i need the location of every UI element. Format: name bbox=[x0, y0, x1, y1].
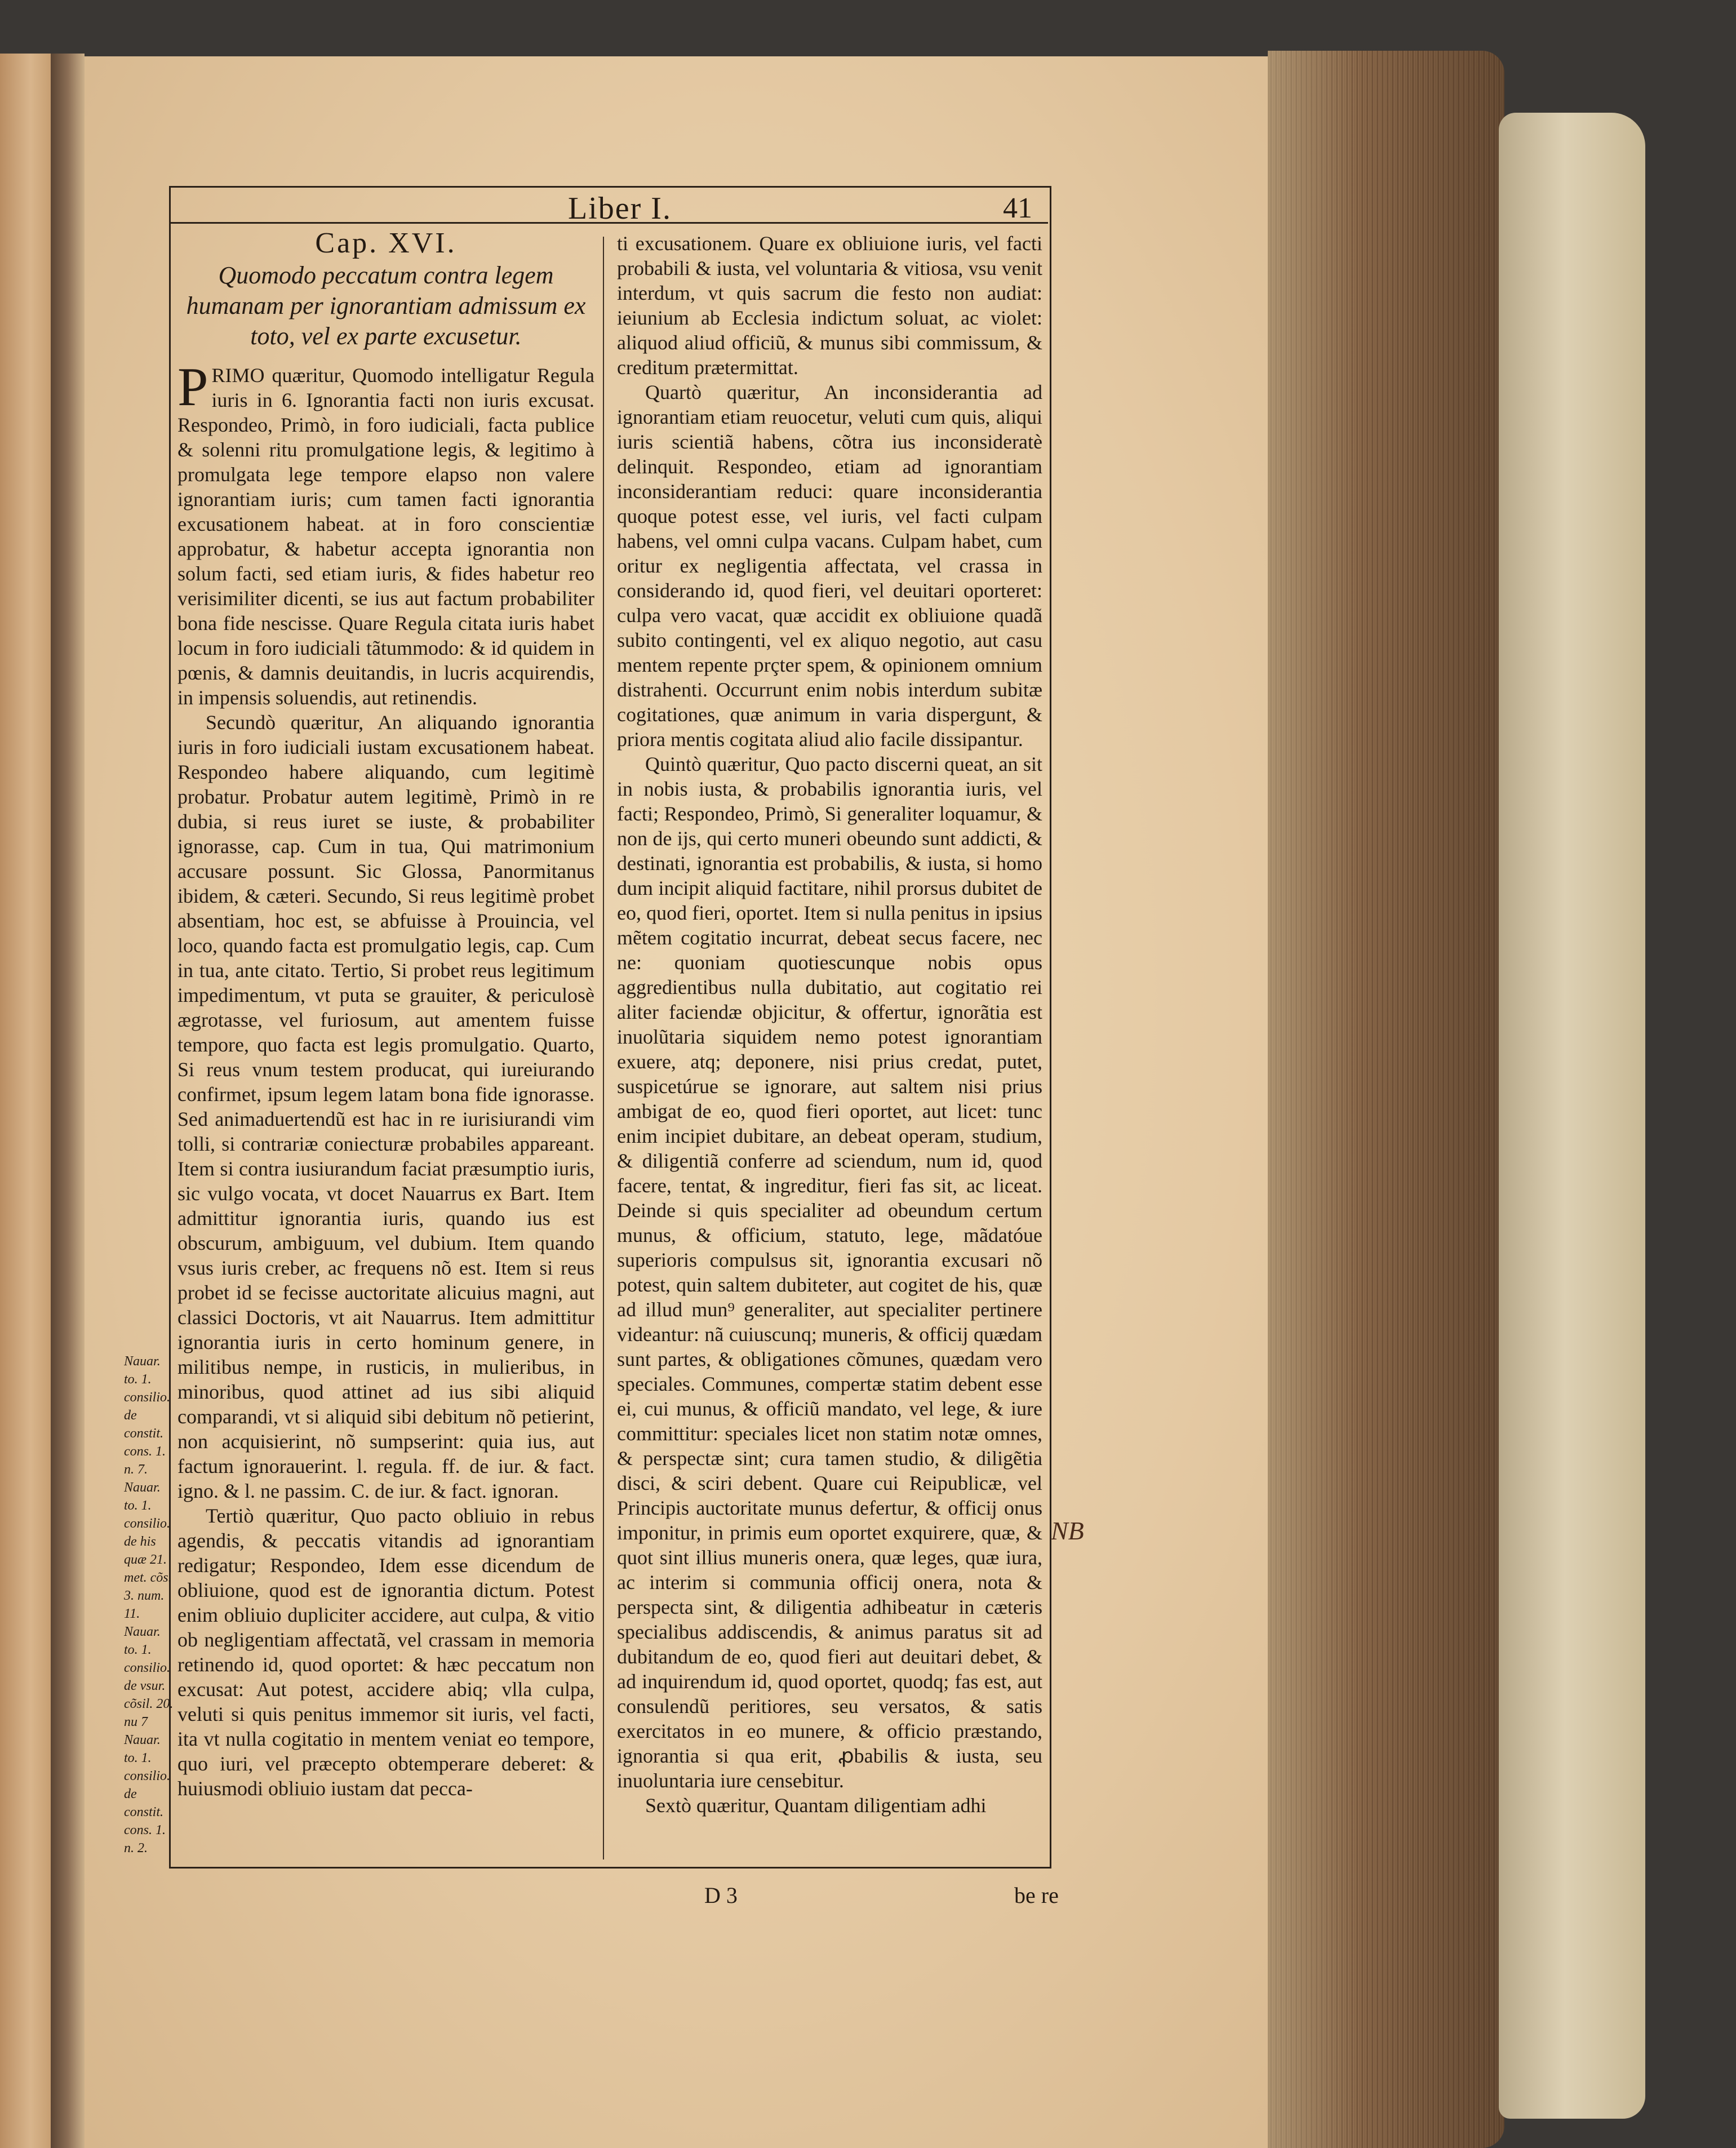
paragraph-6: Quintò quæritur, Quo pacto discerni queat, an sit in nobis iusta, & probabilis ignorantia iuris, vel facti; Respondeo, Primò, Si generaliter loquamur, & non de ijs, qui certo muneri obeundo sunt addicti, & destinati, ignorantia est probabilis, & iusta, si homo dum incipit aliquid factitare, nihil prorsus dubitet de eo, quod fieri, oportet. Item si nulla penitus in ipsius mẽtem cogitatio incurrat, debeat secus facere, nec ne: quoniam quotiescunque nobis opus aggredientibus nulla dubitatio, aut cogitatio rei aliter faciendæ objicitur, & offertur, ignorãtia est inuolũtaria siquidem nemo potest ignorantiam exuere, atq; deponere, nisi prius credat, putet, suspicetúrue se ignorare, aut saltem nisi prius ambigat de eo, quod fieri oportet, aut licet: tunc enim incipiet dubitare, an debeat operam, studium, & diligentiã conferre ad sciendum, num id, quod facere, tentat, & ingreditur, fieri fas sit, ac liceat. Deinde si quis specialiter ad obeundum certum munus, & officium, statuto, lege, mãdatóue superioris compulsus sit, ignorantia excusari nõ potest, quin saltem dubiteter, aut cogitet de his, quæ ad illud mun⁹ generaliter, aut specialiter pertinere videantur: nã cuiuscunq; muneris, & officij quædam sunt partes, & obligationes cõmunes, quædam vero speciales. Communes, compertæ statim debent esse ei, cui munus, & officiũ mandato, vel lege, & iure committitur: speciales licet non statim notæ omnes, & perspectæ sint; cura tamen studio, & diligẽtia disci, & sciri debent. Quare cui Reipublicæ, vel Principis auctoritate munus defertur, & officij onus imponitur, in primis eum oportet exquirere, quæ, & quot sint illius muneris onera, quæ leges, quæ iura, ac interim si communia officij onera, nota & perspecta sint, & diligentia adhibeatur in cæteris specialibus addiscendis, & animus paratus sit ad dubitandum de eo, quod fieri aut deuitari debet, & ad inquirendum id, quod oportet, quodq; fas est, aut consulendũ peritiores, seu versatos, & satis exercitatos in eo munere, & officio præstando, ignorantia si qua erit, ꝓbabilis & iusta, seu inuoluntaria iure censebitur. bbox=[617, 753, 1042, 1792]
right-column bbox=[617, 231, 1042, 1818]
vellum-cover bbox=[1499, 113, 1645, 2119]
paragraph-2: Secundò quæritur, An aliquando ignorantia iuris in foro iudiciali iustam excusationem habeat. Respondeo habere aliquando, cum legitimè probatur. Probatur autem legitimè, Primò in re dubia, si reus iuret se iuste, & probabiliter ignorasse, cap. Cum in tua, Qui matrimonium accusare possunt. Sic Glossa, Panormitanus ibidem, & cæteri. Secundo, Si reus legitimè probet absentiam, hoc est, se abfuisse à Prouincia, vel loco, quando facta est promulgatio legis, cap. Cum in tua, ante citato. Tertio, Si probet reus legitimum impedimentum, vt puta se grauiter, & periculosè ægrotasse, vel furiosum, aut amentem fuisse tempore, quo facta est legis promulgatio. Quarto, Si reus vnum testem producat, qui iureiurando confirmet, ipsum legem latam bona fide ignorasse. Sed animaduertendũ est hac in re iurisiurandi vim tolli, si contrariæ coniecturæ probabiles appareant. Item si contra iusiurandum faciat præsumptio iuris, sic vulgo vocata, vt docet Nauarrus ex Bart. Item admittitur ignorantia iuris, quando ius est obscurum, ambiguum, vel dubium. Item quando vsus iuris creber, ac frequens nõ est. Item si reus probet id se fecisse auctoritate alicuius magni, aut classici Doctoris, vt ait Nauarrus. Item admittitur ignorantia iuris in certo hominum genere, in militibus nempe, in rusticis, in mulieribus, in minoribus, quod attinet ad ius sibi aliquid comparandi, vt si aliquid sibi debitum nõ petierint, non acquisierint, nõ sumpserint: quia ius, aut factum ignorauerint. l. regula. ff. de iur. & fact. igno. & l. ne passim. C. de iur. & fact. ignoran. bbox=[177, 711, 594, 1502]
drop-initial: P bbox=[177, 357, 208, 418]
paragraph-1-text: RIMO quæritur, Quomodo intelligatur Regula iuris in 6. Ignorantia facti non iuris excusat. Respondeo, Primò, in foro iudiciali, facta publice & solenni ritu promulgatione legis, & legitimo à promulgata lege tempore elapso non valere ignorantiam iuris; cum tamen facti ignorantia excusationem habeat. at in foro conscientiæ approbatur, & habetur accepta ignorantia non solum facti, sed etiam iuris, & fides habetur reo verisimiliter dicenti, se ius aut factum probabiliter bona fide nescisse. Quare Regula citata iuris habet locum in foro iudiciali tãtummodo: & id quidem in pœnis, & damnis deuitandis, in lucris acquirendis, in impensis soluendis, aut retinendis. bbox=[177, 364, 594, 709]
left-column bbox=[177, 227, 594, 1801]
paragraph-4: ti excusationem. Quare ex obliuione iuris, vel facti probabili & iusta, vel voluntaria & vitiosa, vsu venit interdum, vt quis sacrum die festo non audiat: ieiunium ab Ecclesia indictum soluat, ac violet: aliquod aliud officiũ, & munus sibi commissum, & creditum prætermittat. bbox=[617, 232, 1042, 379]
left-page-edge bbox=[0, 54, 51, 2148]
signature-mark: D 3 bbox=[704, 1883, 738, 1908]
paragraph-7: Sextò quæritur, Quantam diligentiam adhi bbox=[645, 1794, 987, 1817]
running-head: Liber I. bbox=[568, 191, 672, 226]
catchword: be re bbox=[1014, 1883, 1059, 1908]
paragraph-3: Tertiò quæritur, Quo pacto obliuio in rebus agendis, & peccatis vitandis ad ignorantiam redigatur; Respondeo, Idem esse dicendum de obliuione, quod est de ignorantia dictum. Potest enim obliuio dupliciter accidere, aut culpa, & vitio ob negligentiam affectatã, vel crassam in memoria retinendo id, quod oportet: & hæc peccatum non excusat: Aut potest, accidere abiq; vlla culpa, veluti si quis penitus immemor sit iuris, vel facti, ita vt nulla cogitatio in mentem veniat eo tempore, quo iuri, vel præcepto obtemperare deberet: & huiusmodi obliuio iustam dat pecca- bbox=[177, 1505, 594, 1800]
column-rule bbox=[603, 237, 604, 1859]
manuscript-annotation: NB bbox=[1051, 1516, 1084, 1545]
text-block-shading bbox=[1268, 51, 1504, 2148]
chapter-title: Quomodo peccatum contra legem humanam per ignorantiam admissum ex toto, vel ex parte excusetur. bbox=[186, 261, 586, 350]
paragraph-1 bbox=[177, 357, 594, 710]
chapter-number: Cap. XVI. bbox=[315, 227, 457, 259]
gutter bbox=[51, 54, 85, 2148]
folio-number: 41 bbox=[1003, 192, 1032, 224]
paragraph-5: Quartò quæritur, An inconsiderantia ad ignorantiam etiam reuocetur, veluti cum quis, aliqui iuris scientiã habens, cõtra ius inconsideratè delinquit. Respondeo, etiam ad ignorantiam inconsiderantiam reduci: quare inconsiderantia quoque potest esse, vel iuris, vel facti culpam habens, vel omni culpa vacans. Culpam habet, cum oritur ex negligentia affectata, vel crassa in considerando id, quod fieri, vel deuitari oporteret: culpa vero vacat, quæ accidit ex obliuione quadã subito contingenti, vel ex aliquo negotio, aut casu mentem repente prçter spem, & opinionem omnium distrahenti. Occurrunt enim nobis interdum subitæ cogitationes, quæ animum in varia dispergunt, & priora mentis cogitata aliud alio facile dissipantur. bbox=[617, 381, 1042, 751]
marginal-note: Nauar. to. 1. consilio. de constit. cons. 1. n. 7. Nauar. to. 1. consilio. de his quæ 21. met. cõs. 3. num. 11. Nauar. to. 1. consilio. de vsur. cõsil. 20. nu 7 Nauar. to. 1. consilio. de constit. cons. 1. n. 2. bbox=[124, 1354, 174, 1856]
